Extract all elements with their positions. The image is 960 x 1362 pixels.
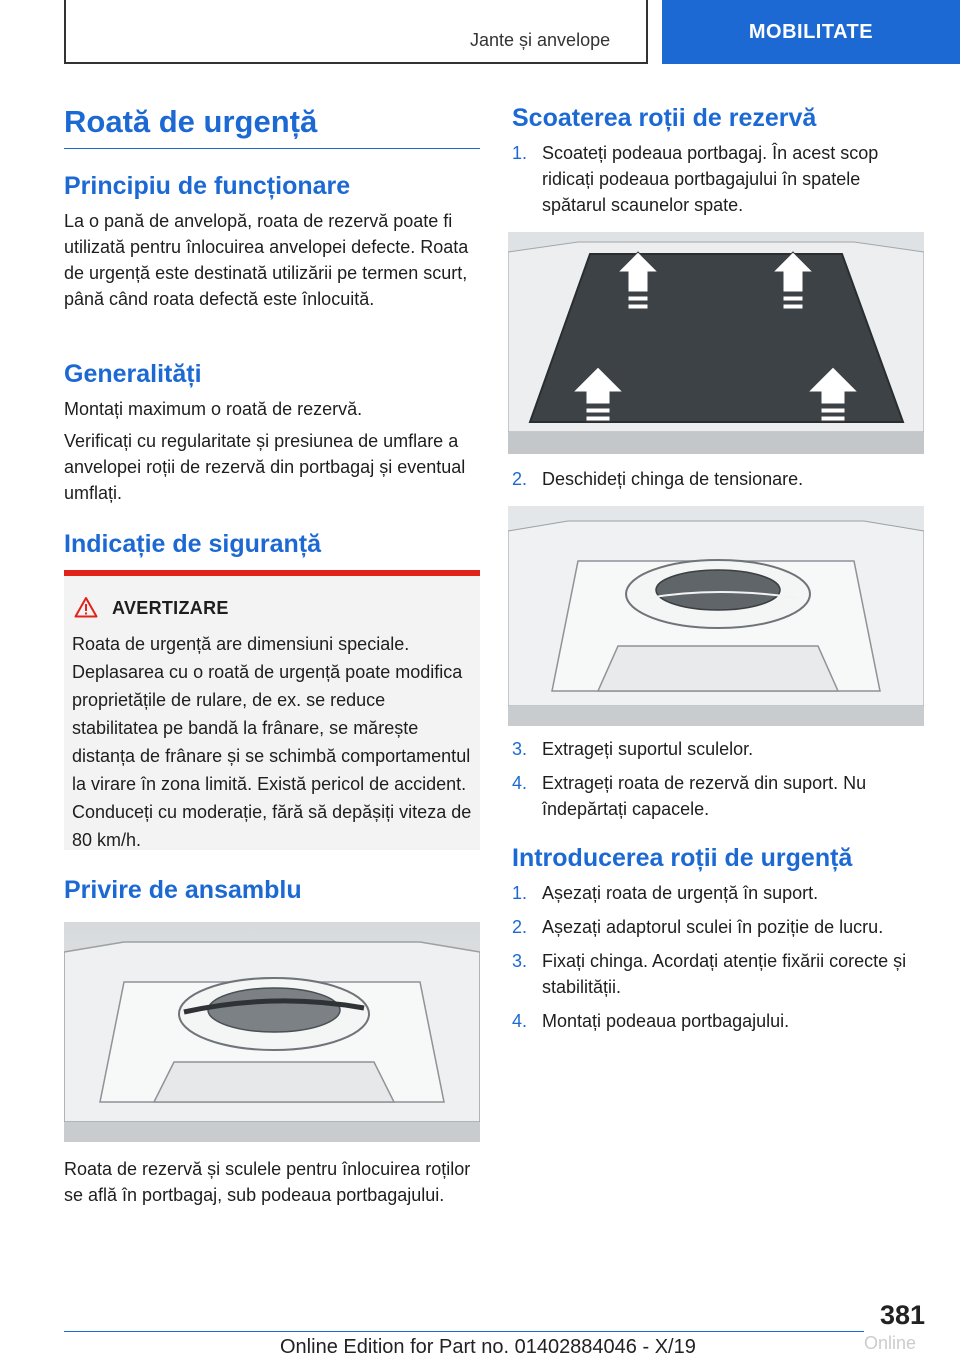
- list-item: 3. Fixați chinga. Acordați atenție fixării corecte și stabilității.: [512, 951, 907, 997]
- trunk-floor-lift-image: [508, 232, 924, 454]
- heading-overview: Privire de ansamblu: [64, 876, 302, 904]
- list-item: 3. Extrageți suportul sculelor.: [512, 739, 754, 759]
- insert-steps: [512, 880, 924, 1042]
- warning-text: Roata de urgență are dimensiuni speciale. Deplasarea cu o roată de urgență poate modifica proprietățile de rulare, de ex. se reduce stabilitatea pe bandă la frânare, se mărește distanța de frânare și se schimbă comportamentul la virare în zona limită. Există pericol de accident. Conduceți cu moderație, fără să depășiți viteza de 80 km/h.: [72, 634, 472, 850]
- list-item: 2. Așezați adaptorul sculei în poziție de lucru.: [512, 917, 884, 937]
- principle-text: La o pană de anvelopă, roata de rezervă poate fi utilizată pentru înlocuirea anvelopei defecte. Roata de urgență este destinată utilizării pe termen scurt, până când roata defectă este înlocuită.: [64, 211, 469, 309]
- remove-steps-2: [512, 466, 924, 500]
- warning-title: AVERTIZARE: [112, 598, 229, 618]
- warning-triangle-icon: [74, 596, 98, 618]
- list-item: 2. Deschideți chinga de tensionare.: [512, 469, 804, 489]
- header-section-title: Jante și anvelope: [470, 30, 611, 50]
- footer-watermark: Online: [864, 1333, 917, 1353]
- remove-steps-3: [512, 736, 924, 830]
- header-chapter-tab[interactable]: MOBILITATE: [662, 0, 960, 64]
- list-item: 4. Extrageți roata de rezervă din suport. Nu îndepărtați capacele.: [512, 773, 867, 819]
- heading-remove-spare: Scoaterea roții de rezervă: [512, 104, 817, 132]
- warning-box: [64, 570, 480, 850]
- page-number: 381: [880, 1300, 926, 1330]
- heading-general: Generalități: [64, 360, 202, 388]
- page-title: Roată de urgență: [64, 104, 318, 139]
- footer-rule: [64, 1331, 864, 1332]
- list-item: 1. Așezați roata de urgență în suport.: [512, 883, 819, 903]
- list-item: 4. Montați podeaua portbagajului.: [512, 1011, 790, 1031]
- overview-caption: Roata de rezervă și sculele pentru înlocuirea roților se află în portbagaj, sub podeaua portbagajului.: [64, 1159, 471, 1205]
- list-item: 1. Scoateți podeaua portbagaj. În acest scop ridicați podeaua portbagajului în spatele spătarul scaunelor spate.: [512, 143, 879, 215]
- heading-insert-spare: Introducerea roții de urgență: [512, 844, 853, 872]
- heading-safety: Indicație de siguranță: [64, 530, 322, 558]
- remove-steps-1: [512, 140, 924, 226]
- general-text-2: Verificați cu regularitate și presiunea de umflare a anvelopei roții de rezervă din portbagaj și eventual umflați.: [64, 431, 466, 503]
- title-rule: [64, 148, 480, 149]
- spare-wheel-strap-image: [508, 506, 924, 726]
- heading-principle: Principiu de funcționare: [64, 172, 351, 200]
- overview-trunk-image: [64, 922, 480, 1142]
- general-text-1: Montați maximum o roată de rezervă.: [64, 399, 363, 419]
- footer-edition: Online Edition for Part no. 01402884046 - X/19: [280, 1336, 696, 1358]
